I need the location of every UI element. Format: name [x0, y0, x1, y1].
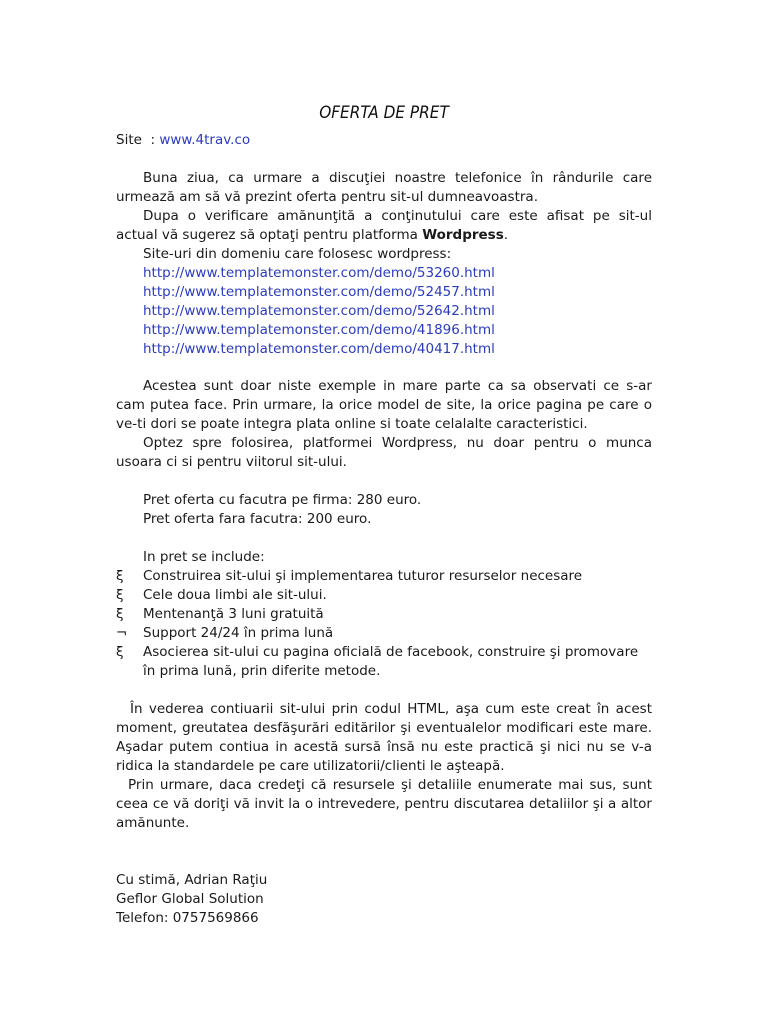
para4-line7: amănunte.: [116, 815, 190, 831]
price-with-invoice: Pret oferta cu facutra pe firma: 280 euro.: [143, 492, 422, 508]
intro-p1-line2: urmează am să vă prezint oferta pentru sit-ul dumneavoastra.: [116, 189, 538, 205]
bullet-icon: ξ: [116, 644, 124, 660]
bullet-icon: ξ: [116, 568, 124, 584]
para4-line5: Prin urmare, daca credeţi că resursele şi detaliile enumerate mai sus, sunt: [128, 777, 652, 793]
para3-line4: Optez spre folosirea, platformei Wordpress, nu doar pentru o munca: [143, 435, 652, 451]
intro-p1-line1: Buna ziua, ca urmare a discuţiei noastre telefonice în rândurile care: [143, 170, 652, 186]
list-item-text: Asocierea sit-ului cu pagina oficială de facebook, construire şi promovare: [143, 644, 639, 660]
para4-line1: În vederea contiuarii sit-ului prin codul HTML, aşa cum este creat în acest: [130, 701, 652, 717]
para3-line2: cam putea face. Prin urmare, la orice model de site, la orice pagina pe care o: [116, 397, 652, 413]
para3-line5: usoara ci si pentru viitorul sit-ului.: [116, 454, 347, 470]
intro-p2-line2: [116, 226, 652, 245]
signature-name: Cu stimă, Adrian Raţiu: [116, 872, 268, 888]
example-link[interactable]: http://www.templatemonster.com/demo/52457.html: [143, 284, 495, 300]
document-title: OFERTA DE PRET: [319, 103, 449, 123]
price-without-invoice: Pret oferta fara facutra: 200 euro.: [143, 511, 372, 527]
list-item-text: Cele doua limbi ale sit-ului.: [143, 587, 327, 603]
para4-line6: ceea ce vă doriţi vă invit la o intrevedere, pentru discutarea detaliilor şi a altor: [116, 796, 652, 812]
includes-label: In pret se include:: [143, 549, 265, 565]
example-link[interactable]: http://www.templatemonster.com/demo/53260.html: [143, 265, 495, 281]
signature-company: Geflor Global Solution: [116, 891, 264, 907]
intro-p2-pre: actual vă sugerez să optaţi pentru platforma: [116, 227, 423, 243]
list-item-text-continued: în prima lună, prin diferite metode.: [143, 663, 381, 679]
para4-line2: moment, greutatea desfăşurări editărilor şi eventualelor modificari este mare.: [116, 720, 652, 736]
intro-p2-line1: Dupa o verificare amănunţită a conţinutului care este afisat pe sit-ul: [143, 208, 652, 224]
site-line: [116, 131, 652, 150]
signature-phone: Telefon: 0757569866: [116, 910, 259, 926]
example-link[interactable]: http://www.templatemonster.com/demo/41896.html: [143, 322, 495, 338]
site-link[interactable]: www.4trav.co: [159, 132, 251, 148]
example-link[interactable]: http://www.templatemonster.com/demo/40417.html: [143, 341, 495, 357]
para4-line3: Aşadar putem contiua in acestă sursă însă nu este practică şi nici nu se v-a: [116, 739, 652, 755]
bullet-icon: ξ: [116, 606, 124, 622]
intro-p2-post: .: [503, 227, 509, 243]
bullet-icon: ¬: [116, 625, 128, 641]
bullet-icon: ξ: [116, 587, 124, 603]
wordpress-bold: Wordpress: [422, 227, 504, 243]
para3-line3: ve-ti dori se poate integra plata online si toate celalalte caracteristici.: [116, 416, 588, 432]
list-item-text: Mentenanţă 3 luni gratuită: [143, 606, 324, 622]
site-label: Site :: [116, 132, 160, 148]
list-item-text: Support 24/24 în prima lună: [143, 625, 334, 641]
examples-label: Site-uri din domeniu care folosesc wordpress:: [143, 246, 452, 262]
list-item-text: Construirea sit-ului şi implementarea tuturor resurselor necesare: [143, 568, 583, 584]
example-link[interactable]: http://www.templatemonster.com/demo/52642.html: [143, 303, 495, 319]
para4-line4: ridica la standardele pe care utilizatorii/clienti le aşteapă.: [116, 758, 505, 774]
para3-line1: Acestea sunt doar niste exemple in mare parte ca sa observati ce s-ar: [143, 378, 652, 394]
